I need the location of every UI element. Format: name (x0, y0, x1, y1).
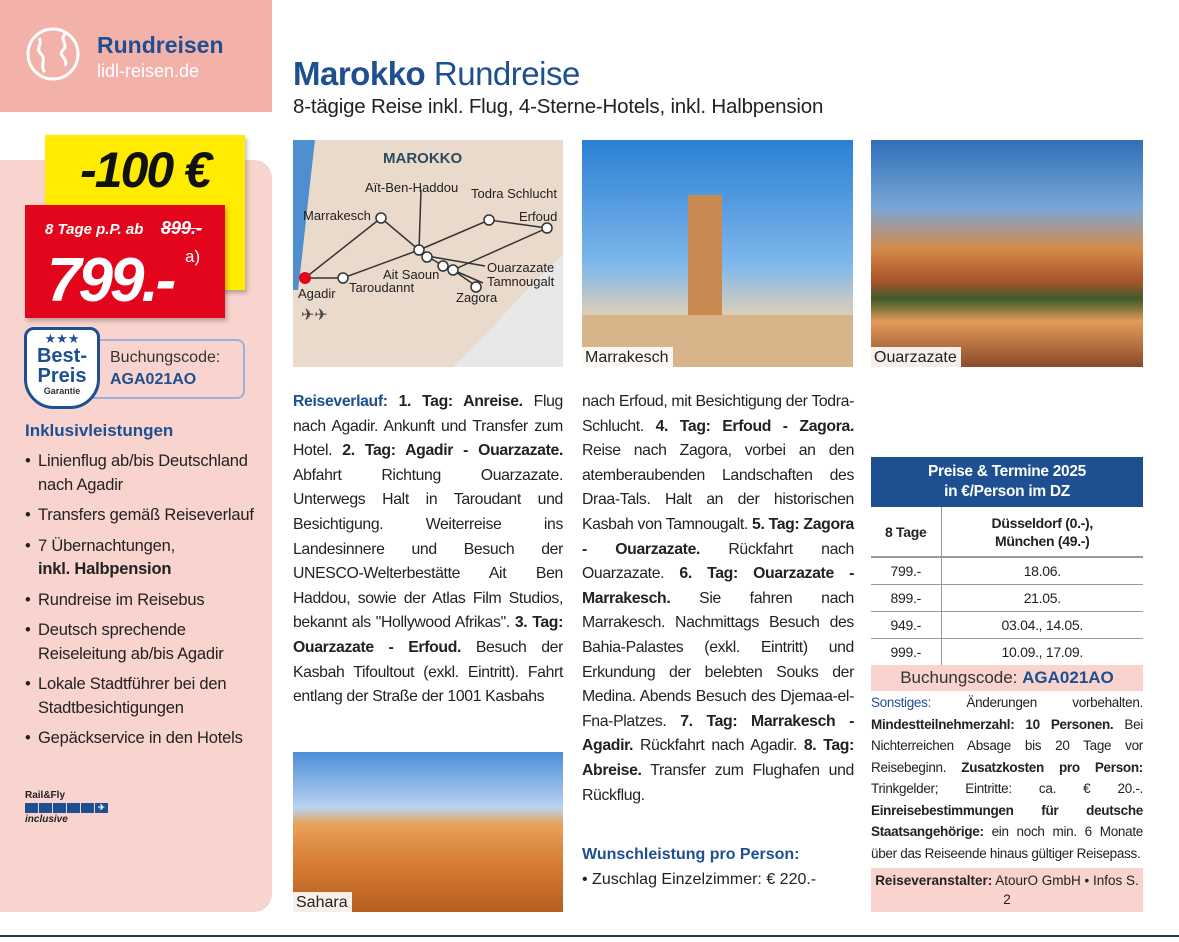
best-price-badge (24, 327, 100, 409)
map-label: Agadir (298, 286, 336, 301)
column-header: 8 Tage (871, 507, 941, 557)
map-label: Zagora (456, 290, 498, 305)
map-label: Ouarzazate (487, 260, 555, 275)
text-segment: 7. Tag: Marrakesch - Agadir. (582, 712, 854, 755)
bottom-rule (0, 935, 1179, 937)
text-segment: Einreisebestimmungen für deutsche Staatsangehörige: (871, 802, 1143, 839)
text-segment: 6. Tag: Ouarzazate - Marrakesch. (582, 565, 854, 607)
booking-code-value: AGA021AO (110, 371, 197, 388)
text-segment: Flug nach Agadir. Ankunft und Transfer zum Hotel. (293, 393, 563, 460)
text-segment: 5. Tag: Zagora - Ouarzazate. (582, 515, 854, 558)
map-label: Tamnougalt (487, 274, 555, 289)
table-row: 799.- 18.06. (871, 557, 1143, 584)
text-segment: Besuch der Kasbah Tifoultout (exkl. Eintritt). Fahrt entlang der Straße der 1001 Kasbahs (293, 638, 563, 706)
map-label: Ait Saoun (383, 267, 440, 282)
text-segment: Bei Nichterreichen Absage bis 20 Tage vor Reisebeginn. (871, 716, 1143, 775)
list-item: • Rundreise im Reisebus (25, 589, 265, 613)
column-header: Düsseldorf (0.-), München (49.-) (941, 507, 1143, 557)
text-segment: Reise nach Zagora, vorbei an den atemberaubenden Landschaften des Draa-Tals. Halt an der historischen Kasbah von Tamnougalt. (582, 442, 854, 533)
text-segment: Sonstiges: (871, 695, 932, 710)
text-segment: ein noch min. 6 Monate über das Reiseende hinaus gültiger Reisepass. (871, 824, 1143, 861)
itinerary-column-2 (582, 390, 854, 808)
price-table-title: Preise & Termine 2025 in €/Person im DZ (871, 457, 1143, 507)
text-segment: 8. Tag: Abreise. (582, 737, 854, 779)
text-segment: Reiseverlauf: (293, 393, 388, 410)
text-segment: Rückfahrt nach Ouarzazate. (582, 540, 854, 583)
badge-line2: Preis (37, 365, 87, 387)
minaret-shape (688, 195, 722, 330)
table-header (871, 507, 1143, 557)
text-segment (388, 393, 399, 410)
list-item: • Lokale Stadtführer bei den Stadtbesichtigungen (25, 673, 265, 720)
wish-service-item: • Zuschlag Einzelzimmer: € 220.- (582, 871, 817, 888)
discount-amount: -100 € (80, 142, 210, 198)
text-segment: Mindestteilnehmerzahl: 10 Personen. (871, 716, 1114, 732)
railfly-icons: ✈ (25, 803, 108, 813)
old-price: 899.- (161, 218, 203, 238)
railfly-title: Rail&Fly (25, 790, 66, 801)
text-segment: Trinkgelder; Eintritte: ca. € 20.-. (871, 781, 1143, 796)
booking-code-label: Buchungscode: (110, 349, 221, 366)
category-title: Rundreisen (97, 32, 224, 58)
text-segment: Zusatzkosten pro Person: (961, 759, 1144, 775)
inclusions-heading: Inklusivleistungen (25, 421, 174, 440)
rail-fly-logo (25, 790, 108, 826)
airplane-icon: ✈✈ (301, 307, 328, 324)
table-row: 949.- 03.04., 14.05. (871, 611, 1143, 638)
badge-line1: Best- (36, 345, 87, 367)
text-segment: 2. Tag: Agadir - Ouarzazate. (342, 442, 563, 460)
misc-info (871, 692, 1143, 864)
tour-operator: Reiseveranstalter: AtourO GmbH • Infos S. 2 (871, 868, 1143, 912)
list-item: • Deutsch sprechende Reiseleitung ab/bis Agadir (25, 619, 265, 666)
itinerary-column-1 (293, 390, 563, 710)
map-label: Todra Schlucht (471, 186, 557, 201)
text-segment: 1. Tag: Anreise. (398, 393, 523, 410)
list-item: • Transfers gemäß Reiseverlauf (25, 504, 265, 528)
railfly-inclusive: inclusive (25, 814, 68, 825)
list-item: • Gepäckservice in den Hotels (25, 727, 265, 751)
map-label: Marrakesch (303, 208, 371, 223)
photo-ouarzazate (871, 140, 1143, 367)
text-segment: nach Erfoud, mit Besichtigung der Todra-Schlucht. (582, 393, 854, 435)
footnote-marker: a) (185, 247, 201, 266)
list-item: • Linienflug ab/bis Deutschland nach Agadir (25, 450, 265, 497)
photo-caption: Ouarzazate (871, 347, 961, 367)
price-table (871, 457, 1143, 691)
map-title: MAROKKO (383, 150, 463, 167)
table-row: 999.- 10.09., 17.09. (871, 638, 1143, 665)
stars-icon: ★★★ (44, 331, 80, 346)
route-map (293, 140, 563, 367)
booking-code-banner: Buchungscode: AGA021AO (871, 665, 1143, 691)
website-link[interactable]: lidl-reisen.de (97, 61, 200, 81)
duration-label: 8 Tage p.P. ab (45, 221, 144, 238)
table-row: 899.- 21.05. (871, 584, 1143, 611)
photo-sahara (293, 752, 563, 912)
text-segment: Rückfahrt nach Agadir. (633, 737, 804, 755)
price-box (25, 205, 225, 318)
photo-marrakesch (582, 140, 853, 367)
text-segment: 3. Tag: Ouarzazate - Erfoud. (293, 614, 563, 656)
text-segment: 4. Tag: Erfoud - Zagora. (655, 417, 854, 435)
inclusions-list (25, 450, 265, 758)
badge-line3: Garantie (43, 386, 81, 396)
text-segment: Abfahrt Richtung Ouarzazate. Unterwegs Halt in Taroudant und Besichtigung. Weiterreise ins Landesinnere und Besuch der UNESCO-Welterbestätte Ait Ben Haddou, sowie der Atlas Film Studios, bekannt als "Hollywood Afrikas". (293, 466, 563, 632)
map-label: Taroudannt (349, 280, 415, 295)
text-segment: Änderungen vorbehalten. (931, 695, 1143, 710)
list-item: • 7 Übernachtungen, inkl. Halbpension (25, 535, 265, 582)
current-price: 799.- (47, 246, 174, 315)
globe-icon (25, 26, 81, 82)
booking-code-box (92, 339, 245, 399)
text-segment: Sie fahren nach Marrakesch. Nachmittags Besuch des Bahia-Palastes (exkl. Eintritt) und Erkundung der belebten Souks der Medina. Abends Besuch des Djemaa-el-Fna-Platzes. (582, 589, 854, 730)
text-segment: Transfer zum Flughafen und Rückflug. (582, 761, 854, 804)
map-label: Erfoud (519, 209, 558, 224)
page-subtitle: 8-tägige Reise inkl. Flug, 4-Sterne-Hotels, inkl. Halbpension (293, 95, 824, 118)
wish-service-heading: Wunschleistung pro Person: (582, 846, 800, 863)
map-label: Aït-Ben-Haddou (365, 180, 459, 195)
photo-caption: Marrakesch (582, 347, 673, 367)
photo-caption: Sahara (293, 892, 352, 912)
page-title: Marokko Rundreise (293, 55, 580, 92)
